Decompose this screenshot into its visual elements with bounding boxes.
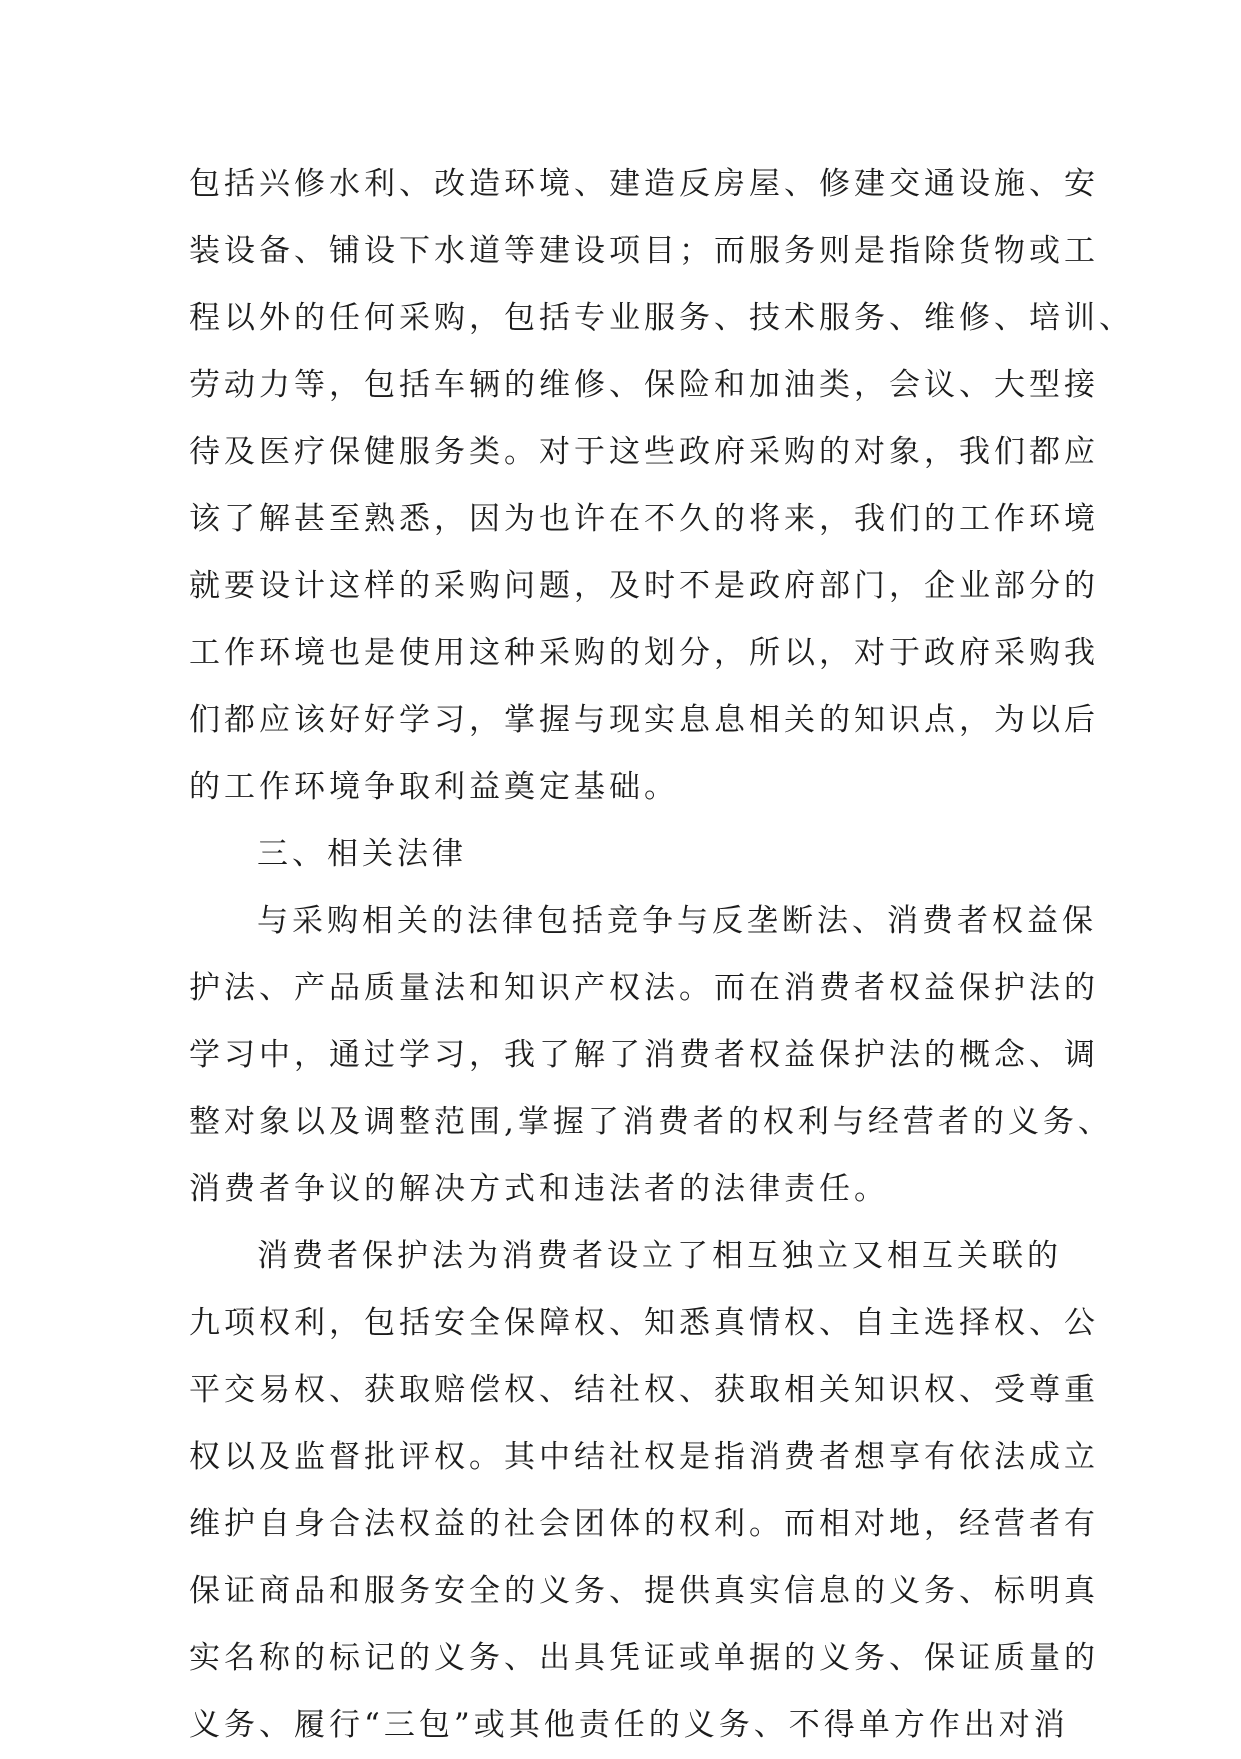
body-line: 义务、履行“三包”或其他责任的义务、不得单方作出对消: [189, 1707, 1069, 1743]
section-heading: 三、相关法律: [257, 836, 467, 872]
body-line: 保证商品和服务安全的义务、提供真实信息的义务、标明真: [189, 1573, 1099, 1609]
body-line: 劳动力等，包括车辆的维修、保险和加油类，会议、大型接: [189, 367, 1099, 403]
body-line: 工作环境也是使用这种采购的划分，所以，对于政府采购我: [189, 635, 1099, 671]
body-line: 九项权利，包括安全保障权、知悉真情权、自主选择权、公: [189, 1305, 1099, 1341]
body-line: 护法、产品质量法和知识产权法。而在消费者权益保护法的: [189, 970, 1099, 1006]
body-line: 学习中，通过学习，我了解了消费者权益保护法的概念、调: [189, 1037, 1099, 1073]
body-line: 待及医疗保健服务类。对于这些政府采购的对象，我们都应: [189, 434, 1099, 470]
paragraph-first-line: 与采购相关的法律包括竞争与反垄断法、消费者权益保: [257, 903, 1097, 939]
body-line: 权以及监督批评权。其中结社权是指消费者想享有依法成立: [189, 1439, 1099, 1475]
body-line: 程以外的任何采购，包括专业服务、技术服务、维修、培训、: [189, 300, 1134, 336]
body-line: 消费者争议的解决方式和违法者的法律责任。: [189, 1171, 889, 1207]
body-line: 就要设计这样的采购问题，及时不是政府部门，企业部分的: [189, 568, 1099, 604]
body-line: 们都应该好好学习，掌握与现实息息相关的知识点，为以后: [189, 702, 1099, 738]
paragraph-first-line: 消费者保护法为消费者设立了相互独立又相互关联的: [257, 1238, 1062, 1274]
body-line: 整对象以及调整范围,掌握了消费者的权利与经营者的义务、: [189, 1104, 1113, 1140]
body-line: 维护自身合法权益的社会团体的权利。而相对地，经营者有: [189, 1506, 1099, 1542]
body-line: 该了解甚至熟悉，因为也许在不久的将来，我们的工作环境: [189, 501, 1099, 537]
document-body: [189, 151, 1134, 1759]
body-line: 的工作环境争取利益奠定基础。: [189, 769, 679, 805]
body-line: 平交易权、获取赔偿权、结社权、获取相关知识权、受尊重: [189, 1372, 1099, 1408]
body-line: 实名称的标记的义务、出具凭证或单据的义务、保证质量的: [189, 1640, 1099, 1676]
body-line: 装设备、铺设下水道等建设项目；而服务则是指除货物或工: [189, 233, 1099, 269]
body-line: 包括兴修水利、改造环境、建造反房屋、修建交通设施、安: [189, 166, 1099, 202]
